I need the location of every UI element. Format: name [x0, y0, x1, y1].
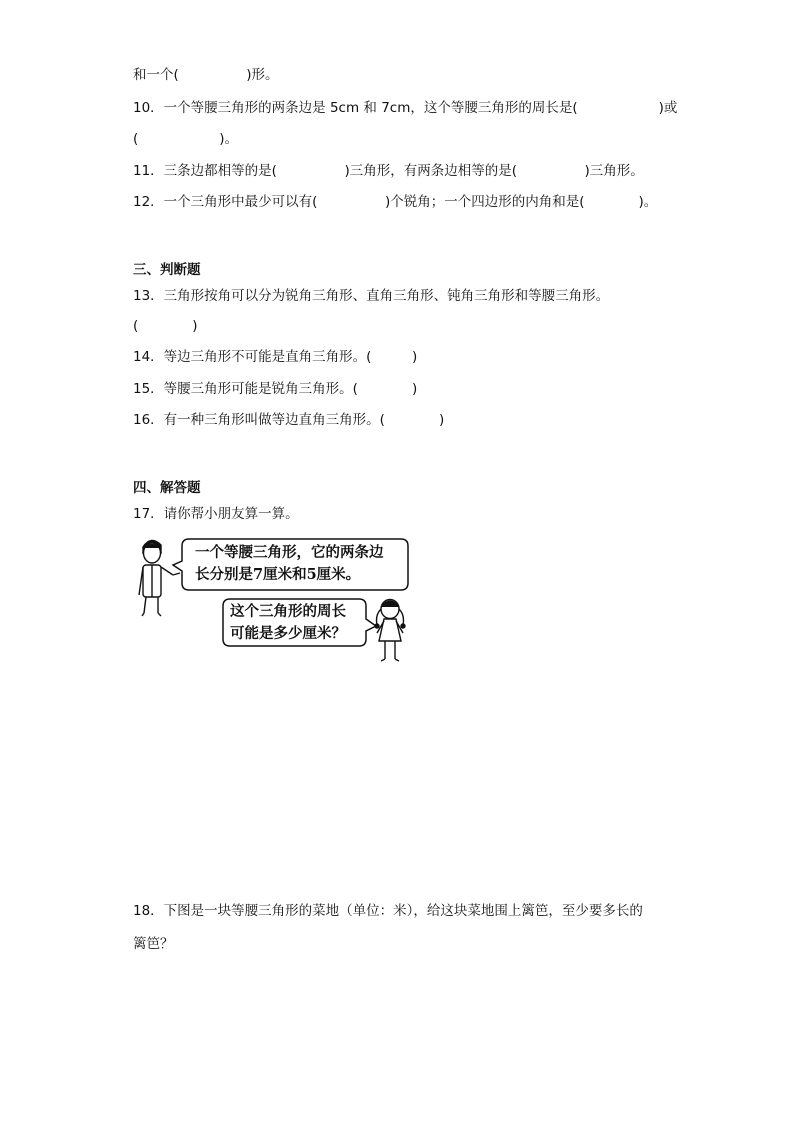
question-13: 13．三角形按角可以分为锐角三角形、直角三角形、钝角三角形和等腰三角形。: [133, 288, 610, 304]
question-10-tail: ( )。: [133, 131, 239, 147]
section-4-heading: 四、解答题: [133, 480, 201, 496]
question-18-tail: 篱笆？: [133, 936, 174, 952]
question-15: 15．等腰三角形可能是锐角三角形。( ): [133, 381, 418, 397]
question-14: 14．等边三角形不可能是直角三角形。( ): [133, 349, 418, 365]
q9-tail: 和一个( )形。: [133, 67, 279, 83]
bubble-1-line-1: 一个等腰三角形，它的两条边: [195, 544, 384, 561]
bubble-2-line-2: 可能是多少厘米？: [230, 625, 346, 642]
question-17: 17．请你帮小朋友算一算。: [133, 506, 299, 522]
question-11: 11．三条边都相等的是( )三角形，有两条边相等的是( )三角形。: [133, 163, 644, 179]
question-12: 12．一个三角形中最少可以有( )个锐角；一个四边形的内角和是( )。: [133, 194, 658, 210]
question-10: 10．一个等腰三角形的两条边是 5cm 和 7cm，这个等腰三角形的周长是( )或: [133, 100, 678, 116]
question-18: 18．下图是一块等腰三角形的菜地（单位：米），给这块菜地围上篱笆，至少要多长的: [133, 903, 643, 919]
question-13-answer: ( ): [133, 318, 198, 334]
question-17-illustration: [133, 533, 423, 668]
bubble-2-line-1: 这个三角形的周长: [230, 603, 346, 620]
question-16: 16．有一种三角形叫做等边直角三角形。( ): [133, 412, 445, 428]
section-3-heading: 三、判断题: [133, 262, 201, 278]
girl-figure: [375, 600, 405, 662]
bubble-1-line-2: 长分别是7厘米和5厘米。: [195, 566, 361, 583]
boy-figure: [139, 540, 180, 616]
